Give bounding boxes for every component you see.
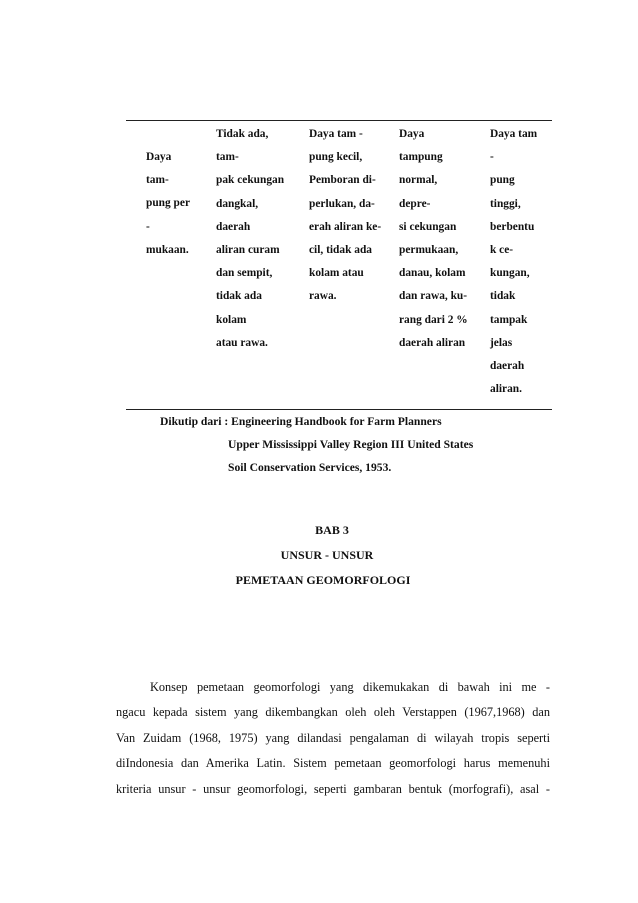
table-cell: k ce- (490, 243, 514, 256)
table-cell: pung per (146, 197, 190, 210)
chapter-title-line-1: UNSUR - UNSUR (280, 548, 374, 562)
table-col-1 (126, 121, 210, 401)
table-cell: dan rawa, ku- (399, 290, 468, 303)
citation-line-2: Upper Mississippi Valley Region III United States (228, 438, 474, 451)
table-cell: Tidak ada, (216, 128, 269, 140)
table-cell: daerah (216, 220, 251, 233)
table-cell: kolam (216, 313, 247, 326)
table-cell: tampak (490, 313, 528, 326)
table-cell: atau rawa. (216, 336, 268, 349)
table-cell: pung (490, 174, 515, 187)
table-cell: - (490, 151, 494, 164)
chapter-number: BAB 3 (315, 523, 349, 537)
table-cell: aliran. (490, 383, 522, 396)
chapter-title-line-2: PEMETAAN GEOMORFOLOGI (235, 573, 411, 587)
table-cell: si cekungan (399, 220, 457, 233)
citation-line-3: Soil Conservation Services, 1953. (228, 461, 392, 474)
table-cell: perlukan, da- (309, 197, 375, 210)
table-cell: pak cekungan (216, 174, 285, 187)
table-cell: daerah (490, 359, 525, 372)
table-cell: normal, (399, 174, 438, 187)
table-cell: mukaan. (146, 243, 189, 256)
body-paragraph (116, 675, 550, 802)
citation (160, 410, 473, 479)
paragraph-line: kriteria unsur - unsur geomorfologi, seperti gambaran bentuk (morfografi), asal - (116, 781, 550, 796)
table-col-2 (210, 121, 303, 401)
table-cell: depre- (399, 197, 431, 210)
table-cell: daerah aliran (399, 336, 466, 349)
table-cell: tinggi, (490, 197, 521, 210)
table-cell: - (146, 220, 150, 233)
table-cell: rang dari 2 % (399, 313, 468, 326)
table-cell: rawa. (309, 290, 337, 303)
paragraph-line: Konsep pemetaan geomorfologi yang dikemukakan di bawah ini me - (150, 680, 550, 694)
chapter-heading (0, 518, 638, 593)
table-cell: tampung (399, 151, 443, 164)
paragraph-line: diIndonesia dan Amerika Latin. Sistem pemetaan geomorfologi harus memenuhi (116, 756, 550, 771)
table-cell: Daya (146, 151, 172, 163)
table-row (126, 121, 552, 401)
table-cell: tam- (216, 151, 239, 164)
table-cell: Daya tam - (309, 128, 363, 140)
table-cell: kungan, (490, 267, 530, 280)
table-cell: Daya tam (490, 128, 538, 140)
table-cell: aliran curam (216, 243, 280, 256)
paragraph-line: Van Zuidam (1968, 1975) yang dilandasi pengalaman di wilayah tropis seperti (116, 730, 550, 745)
table-cell: pung kecil, (309, 151, 363, 164)
table-cell: erah aliran ke- (309, 220, 382, 233)
table-bottom-spacer (126, 401, 552, 409)
table-cell: Pemboran di- (309, 174, 376, 187)
table-col-5 (484, 121, 552, 401)
table-cell: dangkal, (216, 197, 259, 210)
table-cell: tidak (490, 290, 516, 303)
table-cell: tidak ada (216, 290, 262, 303)
table-cell: Daya (399, 128, 425, 140)
table-cell: berbentu (490, 220, 535, 233)
paragraph-line: ngacu kepada sistem yang dikembangkan oleh oleh Verstappen (1967,1968) dan (116, 705, 550, 720)
table-col-3 (303, 121, 395, 401)
citation-line-1: Dikutip dari : Engineering Handbook for Farm Planners (160, 415, 442, 428)
table-cell: tam- (146, 174, 169, 187)
table-cell: permukaan, (399, 243, 459, 256)
table-cell: danau, kolam (399, 267, 466, 280)
table-cell: cil, tidak ada (309, 243, 372, 256)
classification-table (126, 120, 552, 410)
table-cell: kolam atau (309, 267, 364, 280)
table-col-4 (395, 121, 484, 401)
table-cell: dan sempit, (216, 267, 273, 280)
table-cell: jelas (490, 336, 513, 349)
